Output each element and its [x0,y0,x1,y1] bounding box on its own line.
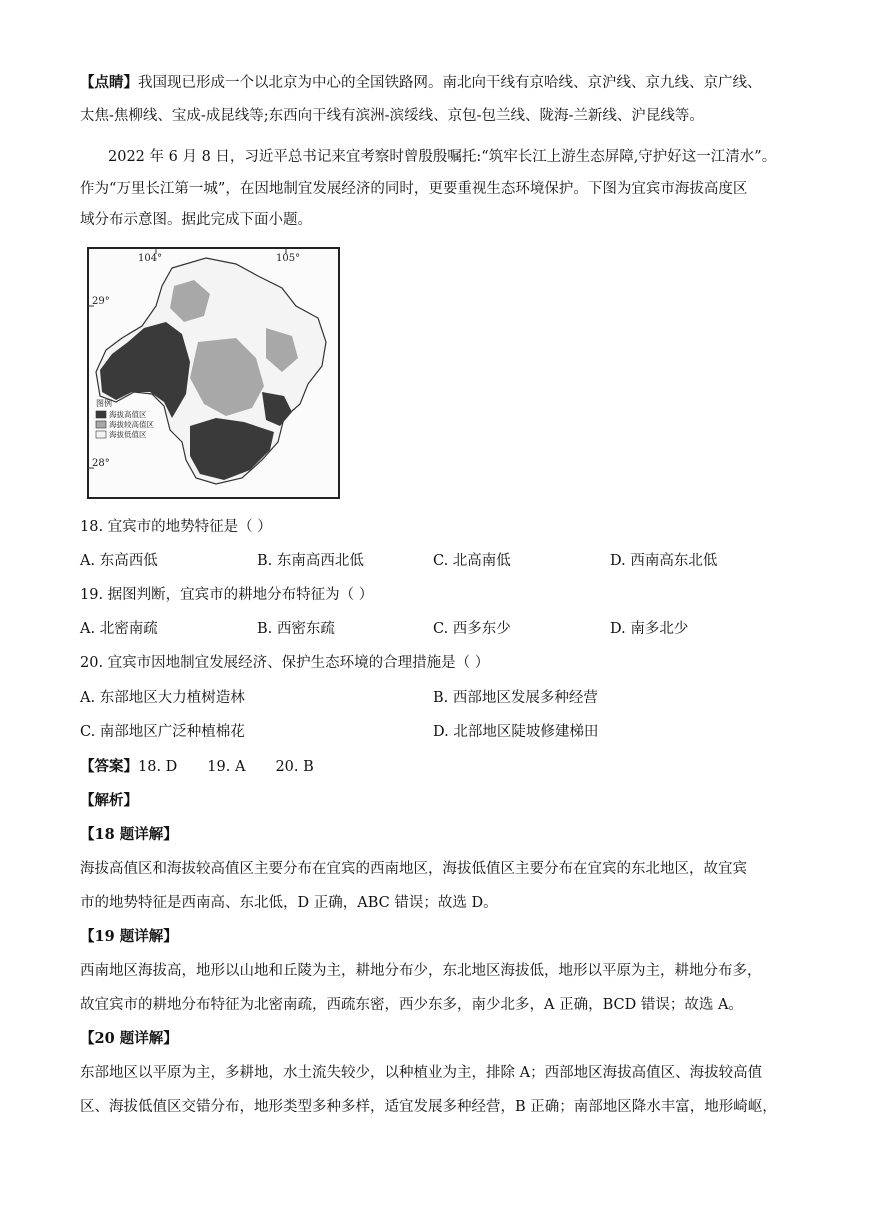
q19-detail-line-2: 故宜宾市的耕地分布特征为北密南疏，西疏东密，西少东多，南少北多，A 正确，BCD 错误；故选 A。 [80,997,743,1013]
lon-label-104: 104° [138,253,163,264]
question-20-option-c: C. 南部地区广泛种植棉花 [80,724,245,740]
q18-detail-tag: 【18 题详解】 [80,826,178,843]
legend-swatch-low [96,431,106,438]
legend-swatch-high [96,411,106,418]
q18-detail-line-2: 市的地势特征是西南高、东北低，D 正确，ABC 错误；故选 D。 [80,895,498,911]
dianjing-text-1: 我国现已形成一个以北京为中心的全国铁路网。南北向干线有京哈线、京沪线、京九线、京广线、 [138,75,762,91]
question-18-option-d: D. 西南高东北低 [610,553,718,569]
analysis-tag: 【解析】 [80,792,138,809]
answer-19: 19. A [207,759,246,775]
question-19-stem: 19. 据图判断，宜宾市的耕地分布特征为（ ） [80,587,374,603]
question-20-stem: 20. 宜宾市因地制宜发展经济、保护生态环境的合理措施是（ ） [80,655,490,671]
dianjing-line-2: 太焦-焦柳线、宝成-成昆线等;东西向干线有滨洲-滨绥线、京包-包兰线、陇海-兰新线、沪昆线等。 [80,108,704,124]
material-line-1: 2022 年 6 月 8 日，习近平总书记来宜考察时曾殷殷嘱托:“筑牢长江上游生态屏障,守护好这一江清水”。 [108,149,777,165]
q18-detail-line-1: 海拔高值区和海拔较高值区主要分布在宜宾的西南地区，海拔低值区主要分布在宜宾的东北地区，故宜宾 [80,861,747,877]
yibin-elevation-map [86,246,341,500]
legend-swatch-mid [96,421,106,428]
question-18-stem: 18. 宜宾市的地势特征是（ ） [80,519,272,535]
legend-label-high: 海拔高值区 [109,410,147,419]
question-19-option-c: C. 西多东少 [433,621,511,637]
question-19-option-d: D. 南多北少 [610,621,689,637]
q19-detail-line-1: 西南地区海拔高，地形以山地和丘陵为主，耕地分布少，东北地区海拔低，地形以平原为主，耕地分布多， [80,963,762,979]
lon-label-105: 105° [276,253,301,264]
question-20-option-b: B. 西部地区发展多种经营 [433,690,598,706]
question-20-option-a: A. 东部地区大力植树造林 [80,690,245,706]
answer-tag: 【答案】 [80,758,138,775]
legend-label-low: 海拔低值区 [109,430,147,439]
lat-label-28: 28° [92,458,110,469]
answer-line [80,757,314,777]
question-18-option-a: A. 东高西低 [80,553,158,569]
answer-20: 20. B [275,759,314,775]
question-18-option-b: B. 东南高西北低 [257,553,364,569]
question-20-option-d: D. 北部地区陡坡修建梯田 [433,724,599,740]
q20-detail-line-1: 东部地区以平原为主，多耕地，水土流失较少，以种植业为主，排除 A；西部地区海拔高值区、海拔较高值 [80,1065,763,1081]
material-line-2: 作为“万里长江第一城”，在因地制宜发展经济的同时，更要重视生态环境保护。下图为宜宾市海拔高度区 [80,181,748,197]
question-19-option-a: A. 北密南疏 [80,621,158,637]
q20-detail-tag: 【20 题详解】 [80,1030,178,1047]
question-18-option-c: C. 北高南低 [433,553,511,569]
dianjing-tag: 【点睛】 [80,74,138,91]
question-19-option-b: B. 西密东疏 [257,621,335,637]
q20-detail-line-2: 区、海拔低值区交错分布，地形类型多种多样，适宜发展多种经营，B 正确；南部地区降水丰富，地形崎岖， [80,1099,777,1115]
dianjing-line-1 [80,73,762,93]
legend-title: 图例 [96,399,112,408]
legend-label-mid: 海拔较高值区 [109,420,154,429]
lat-label-29: 29° [92,296,110,307]
q19-detail-tag: 【19 题详解】 [80,928,178,945]
answer-18: 18. D [138,759,178,775]
material-line-3: 域分布示意图。据此完成下面小题。 [80,212,312,228]
